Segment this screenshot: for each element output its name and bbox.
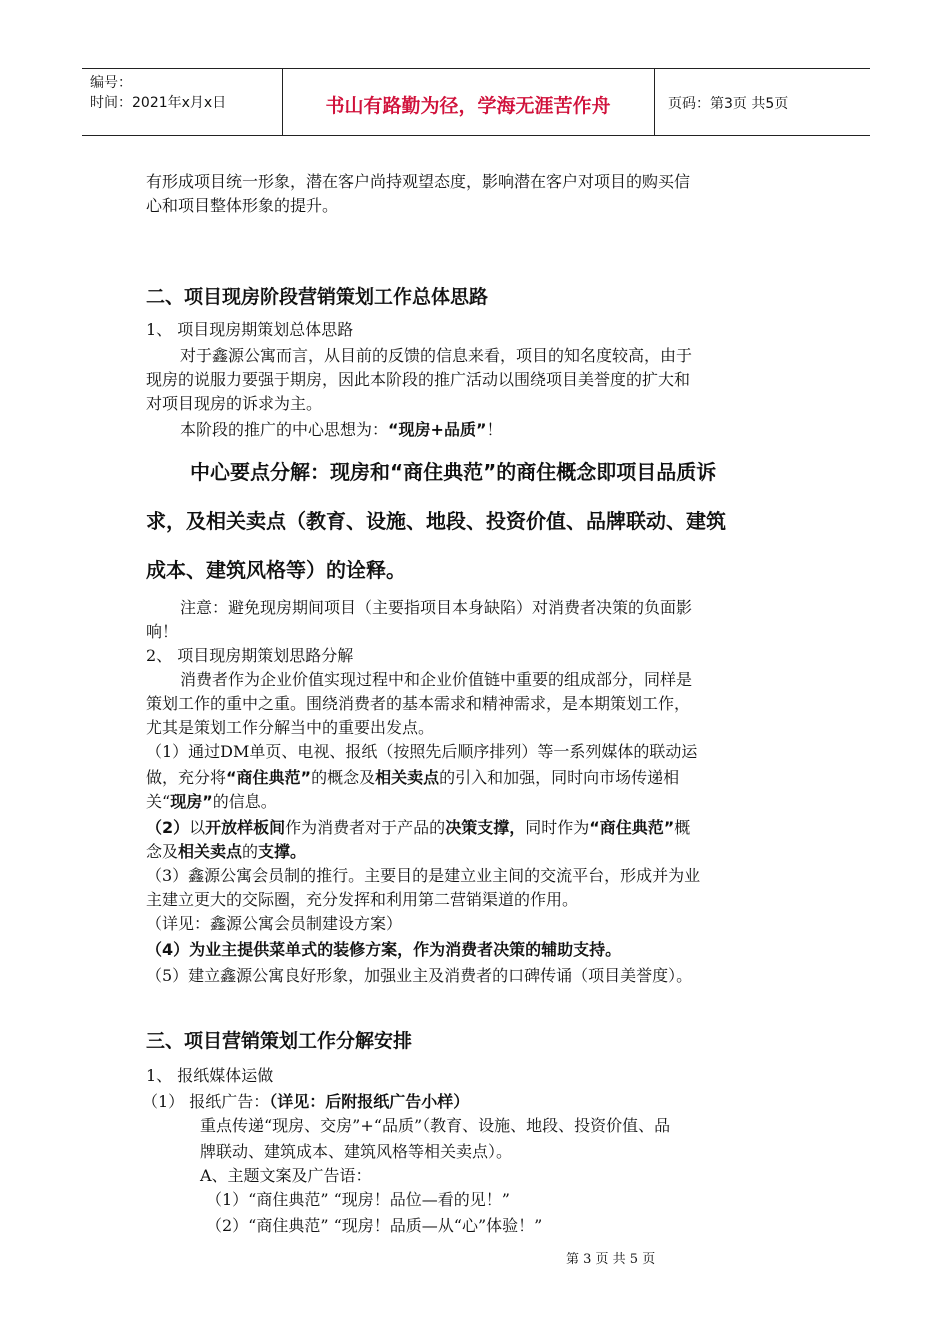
text-run-bold: （2）	[146, 818, 190, 837]
header-motto: 书山有路勤为径，学海无涯苦作舟	[325, 95, 611, 117]
center-idea-suffix: ！	[486, 420, 503, 439]
text-run-bold: 开放样板间	[205, 818, 286, 837]
text-run: 同时作为	[525, 818, 590, 837]
section-heading: 二、项目现房阶段营销策划工作总体思路	[146, 286, 489, 308]
key-point-line: 成本、建筑风格等）的诠释。	[146, 558, 406, 582]
text-run: 做，充分将	[146, 768, 227, 787]
key-point-line: 中心要点分解：现房和“商住典范”的商住概念即项目品质诉	[190, 460, 717, 484]
paragraph-line: 心和项目整体形象的提升。	[146, 196, 339, 215]
text-run: 概	[674, 818, 691, 837]
text-run-bold: 支撑。	[258, 842, 307, 861]
note-line: 注意：避免现房期间项目（主要指项目本身缺陷）对消费者决策的负面影	[180, 598, 693, 617]
text-run-bold: 现房”	[170, 792, 213, 811]
slogan-line: （2）“商住典范” “现房！品质—从“心”体验！”	[206, 1216, 543, 1235]
text-run: 关“	[146, 792, 171, 811]
note-line: 响！	[146, 622, 179, 641]
text-run-bold: （详见：后附报纸广告小样）	[269, 1092, 470, 1111]
list-item-line	[146, 790, 277, 814]
text-run-bold: “商住典范”	[589, 818, 675, 837]
text-run: 作为消费者对于产品的	[285, 818, 446, 837]
list-item-line	[146, 816, 690, 840]
center-idea-prefix: 本阶段的推广的中心思想为：	[180, 420, 389, 439]
center-idea-line	[180, 418, 502, 442]
header-divider	[654, 69, 655, 135]
header-page-info: 页码：第3页 共5页	[668, 96, 789, 112]
center-idea-bold: “现房+品质”	[388, 420, 487, 439]
text-run: 的	[242, 842, 259, 861]
list-item-line: （4）为业主提供菜单式的装修方案，作为消费者决策的辅助支持。	[146, 940, 622, 959]
page-footer: 第 3 页 共 5 页	[566, 1252, 656, 1267]
list-item-line: （5）建立鑫源公寓良好形象，加强业主及消费者的口碑传诵（项目美誉度）。	[146, 966, 693, 985]
page-header	[82, 68, 870, 136]
paragraph-line: 有形成项目统一形象，潜在客户尚持观望态度，影响潜在客户对项目的购买信	[146, 172, 691, 191]
text-run-bold: “商住典范”	[226, 768, 312, 787]
section-heading: 三、项目营销策划工作分解安排	[146, 1030, 413, 1052]
paragraph-line: 消费者作为企业价值实现过程中和企业价值链中重要的组成部分，同样是	[180, 670, 693, 689]
paragraph-line: 现房的说服力要强于期房，因此本阶段的推广活动以围绕项目美誉度的扩大和	[146, 370, 691, 389]
text-run-bold: 决策支撑，	[445, 818, 526, 837]
list-item-line	[146, 840, 306, 864]
key-point-line: 求，及相关卖点（教育、设施、地段、投资价值、品牌联动、建筑	[146, 509, 726, 533]
paragraph-line: 尤其是策划工作分解当中的重要出发点。	[146, 718, 435, 737]
list-item-line: 主建立更大的交际圈，充分发挥和利用第二营销渠道的作用。	[146, 890, 579, 909]
text-run: 念及	[146, 842, 179, 861]
text-run: （1） 报纸广告：	[142, 1092, 270, 1111]
slogan-line: （1）“商住典范” “现房！品位—看的见！”	[206, 1190, 510, 1209]
text-run: 的概念及	[311, 768, 376, 787]
paragraph-line: 对于鑫源公寓而言，从目前的反馈的信息来看，项目的知名度较高，由于	[180, 346, 693, 365]
doc-time-label: 时间：2021年x月x日	[90, 95, 227, 111]
text-run-bold: 相关卖点	[375, 768, 440, 787]
paragraph-line: 策划工作的重中之重。围绕消费者的基本需求和精神需求，是本期策划工作，	[146, 694, 691, 713]
list-item-line: （详见：鑫源公寓会员制建设方案）	[146, 914, 403, 933]
list-item-line	[146, 766, 679, 790]
text-run: 的信息。	[212, 792, 277, 811]
subsection-title: 1、 项目现房期策划总体思路	[146, 320, 354, 339]
header-meta	[90, 73, 226, 113]
text-run-bold: 相关卖点	[178, 842, 243, 861]
subsection-title: 1、 报纸媒体运做	[146, 1066, 274, 1085]
paragraph-line: 重点传递“现房、交房”+“品质”（教育、设施、地段、投资价值、品	[200, 1116, 671, 1135]
text-run: 以	[189, 818, 206, 837]
paragraph-line: 对项目现房的诉求为主。	[146, 394, 323, 413]
subsection-title: 2、 项目现房期策划思路分解	[146, 646, 354, 665]
doc-number-label: 编号：	[90, 75, 132, 91]
list-item-line: （1）通过DM单页、电视、报纸（按照先后顺序排列）等一系列媒体的联动运	[146, 742, 698, 761]
list-item-line: （3）鑫源公寓会员制的推行。主要目的是建立业主间的交流平台，形成并为业	[146, 866, 701, 885]
text-run: 的引入和加强，同时向市场传递相	[439, 768, 680, 787]
paragraph-line: 牌联动、建筑成本、建筑风格等相关卖点）。	[200, 1142, 513, 1161]
paragraph-line: A、主题文案及广告语：	[200, 1166, 372, 1185]
list-item-line	[142, 1090, 469, 1114]
